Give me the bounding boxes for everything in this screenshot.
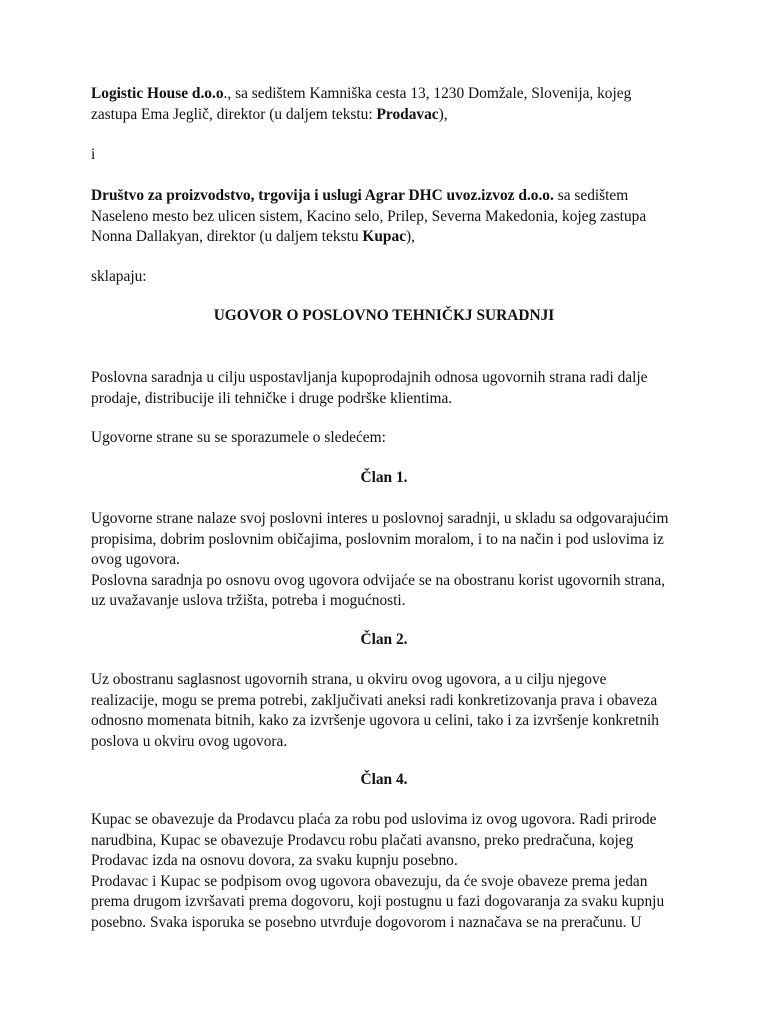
article-line: Poslovna saradnja po osnovu ovog ugovora odvijaće se na obostranu korist ugovornih strana, [91, 571, 666, 589]
article-line: uz uvažavanje uslova tržišta, potreba i mogućnosti. [91, 592, 406, 609]
conjunction: i [91, 146, 96, 163]
buyer-line-3 [91, 227, 691, 248]
seller-name: Logistic House d.o.o [91, 85, 224, 102]
article-4-body [91, 810, 691, 933]
article-line: posebno. Svaka isporuka se posebno utvrđuje dogovorom i naznačava se na preračunu. U [91, 913, 642, 931]
article-line: poslova u okviru ovog ugovora. [91, 732, 288, 750]
intro-line: Poslovna saradnja u cilju uspostavljanja kupoprodajnih odnosa ugovornih strana radi dalje [91, 369, 648, 386]
article-line: prema drugom izvršavati prema dogovoru, koji postugnu u fazi dogovaranja za svaku kupnju [91, 893, 665, 910]
article-1-heading: Član 1. [360, 469, 408, 486]
intro-line: prodaje, distribucije ili tehničke i druge podrške klientima. [91, 389, 453, 407]
conclude-text: sklapaju: [91, 268, 147, 285]
buyer-name: Društvo za proizvodstvo, trgovija i uslugi Agrar DHC uvoz.izvoz d.o.o. [91, 187, 554, 204]
intro-paragraph [91, 368, 691, 409]
buyer-line-suffix: ), [406, 228, 416, 245]
article-line: Prodavac izda na osnovu dovora, za svaku kupnju posebno. [91, 852, 458, 869]
article-line: Prodavac i Kupac se podpisom ovog ugovora obavezuju, da će svoje obaveze prema jedan [91, 872, 648, 890]
article-1-body [91, 509, 691, 612]
article-2-heading: Član 2. [360, 631, 408, 648]
seller-representative: zastupa Ema Jeglič, direktor (u daljem tekstu: [91, 105, 377, 123]
seller-role: Prodavac [376, 105, 439, 123]
buyer-paragraph [91, 186, 691, 248]
article-line: ovog ugovora. [91, 551, 180, 568]
article-line: Kupac se obavezuje da Prodavcu plaća za robu pod uslovima iz ovog ugovora. Radi prirode [91, 811, 657, 828]
seller-line-2 [91, 105, 691, 126]
buyer-line-1 [91, 186, 691, 207]
article-2-body [91, 670, 691, 752]
article-line: Uz obostranu saglasnost ugovornih strana, u okviru ovog ugovora, a u cilju njegove [91, 671, 607, 688]
buyer-role: Kupac [362, 228, 407, 245]
agreed-text: Ugovorne strane su se sporazumele o sledećem: [91, 429, 386, 446]
article-line: odnosno momenata bitnih, kako za izvršenje ugovora u celini, tako i za izvršenje konkretnih [91, 712, 660, 729]
buyer-representative: Nonna Dallakyan, direktor (u daljem tekstu [91, 228, 363, 245]
buyer-line-2: Naseleno mesto bez ulicen sistem, Kacino selo, Prilep, Severna Makedonia, kojeg zastupa [91, 207, 647, 225]
seller-paragraph [91, 84, 691, 125]
article-line: narudbina, Kupac se obavezuje Prodavcu robu plačati avansno, preko predračuna, kojeg [91, 831, 634, 849]
contract-title: UGOVOR O POSLOVNO TEHNIČKJ SURADNJI [213, 307, 555, 324]
buyer-seat: sa sedištem [553, 187, 629, 204]
article-4-heading: Član 4. [360, 771, 408, 788]
article-line: Ugovorne strane nalaze svoj poslovni interes u poslovnoj saradnji, u skladu sa odgovarajućim [91, 510, 669, 527]
article-line: realizacije, mogu se prema potrebi, zaključivati aneksi radi konkretizovanja prava i obaveza [91, 691, 658, 709]
article-line: propisima, dobrim poslovnim običajima, poslovnim moralom, i to na način i pod uslovima iz [91, 530, 664, 548]
seller-address: ., sa sedištem Kamniška cesta 13, 1230 Domžale, Slovenija, kojeg [223, 85, 632, 102]
seller-line-1 [91, 84, 691, 105]
seller-line-suffix: ), [438, 105, 448, 123]
